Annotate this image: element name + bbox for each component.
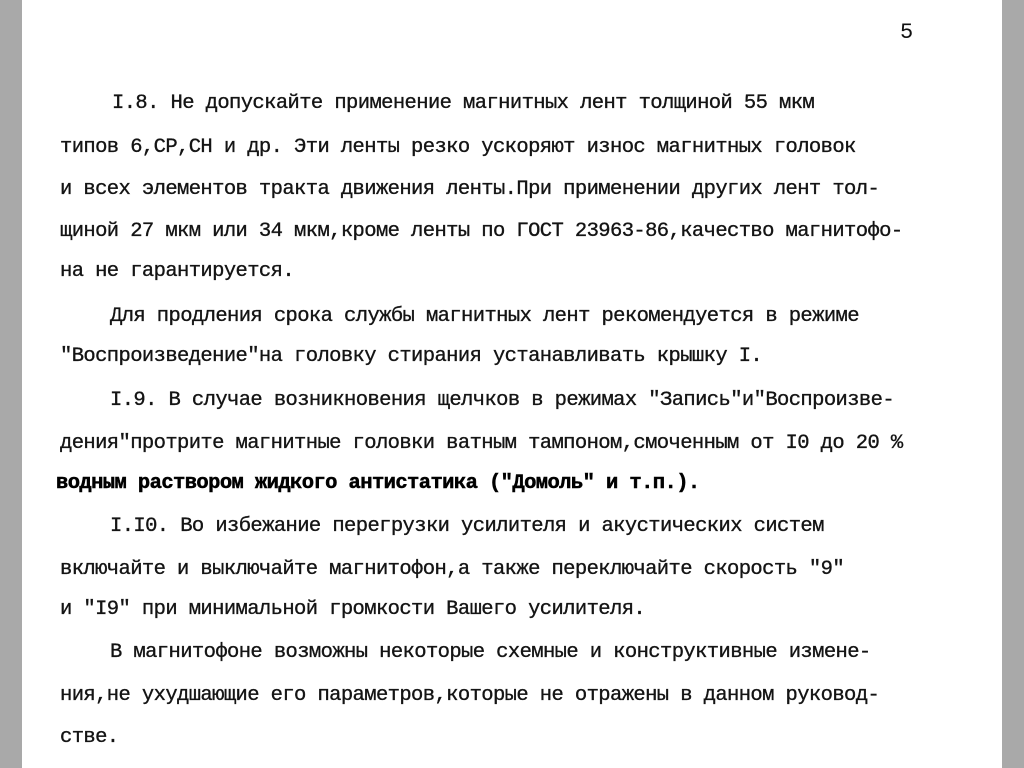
text-line: I.I0. Во избежание перегрузки усилителя и акустических систем [110, 515, 824, 538]
text-line: включайте и выключайте магнитофон,а также переключайте скорость "9" [60, 558, 845, 581]
text-line: водным раствором жидкого антистатика ("Домоль" и т.п.). [56, 472, 700, 495]
text-line: щиной 27 мкм или 34 мкм,кроме ленты по ГОСТ 23963-86,качество магнитофо- [60, 220, 903, 243]
text-line: на не гарантируется. [60, 260, 295, 283]
text-line: "Воспроизведение"на головку стирания устанавливать крышку I. [60, 345, 763, 368]
text-line: В магнитофоне возможны некоторые схемные и конструктивные измене- [110, 641, 871, 664]
page-number: 5 [900, 20, 914, 45]
text-line: типов 6,СР,СН и др. Эти ленты резко ускоряют износ магнитных головок [60, 136, 856, 159]
text-line: I.8. Не допускайте применение магнитных лент толщиной 55 мкм [112, 92, 815, 115]
text-line: и всех элементов тракта движения ленты.При применении других лент тол- [60, 178, 880, 201]
text-line: дения"протрите магнитные головки ватным тампоном,смоченным от I0 до 20 % [60, 432, 903, 455]
text-line: ния,не ухудшающие его параметров,которые не отражены в данном руковод- [60, 684, 880, 707]
text-line: и "I9" при минимальной громкости Вашего усилителя. [60, 598, 646, 621]
text-line: стве. [60, 726, 119, 749]
text-line: Для продления срока службы магнитных лент рекомендуется в режиме [110, 305, 859, 328]
text-line: I.9. В случае возникновения щелчков в режимах "Запись"и"Воспроизве- [110, 389, 895, 412]
document-page [22, 0, 1002, 768]
